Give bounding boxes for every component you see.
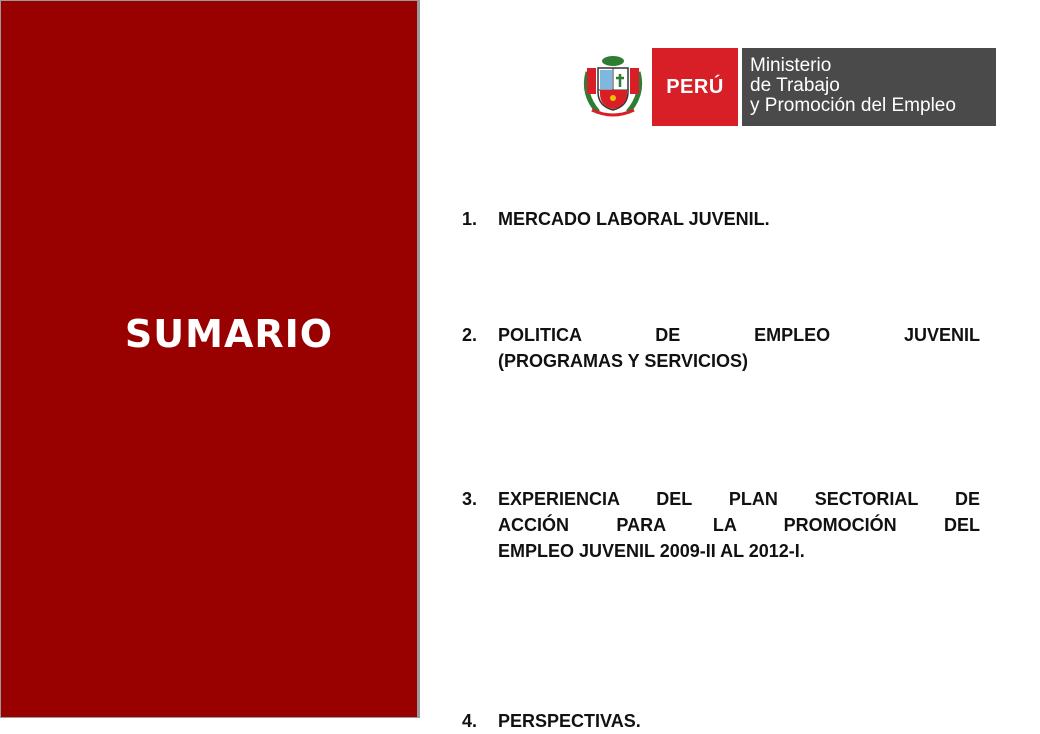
ministry-line-1: Ministerio	[750, 55, 832, 76]
ministry-line-3: y Promoción del Empleo	[750, 95, 956, 116]
agenda-list	[462, 206, 980, 731]
agenda-number: 2.	[462, 325, 478, 345]
agenda-text-line: (PROGRAMAS Y SERVICIOS)	[498, 351, 749, 371]
agenda-text: PERSPECTIVAS.	[498, 711, 641, 731]
agenda-number: 3.	[462, 489, 478, 509]
country-label: PERÚ	[652, 48, 738, 126]
agenda-item-1	[462, 206, 980, 232]
agenda-number: 4.	[462, 711, 478, 731]
agenda-item-2	[462, 322, 980, 374]
title-panel	[0, 0, 420, 718]
agenda-item-4	[462, 708, 980, 734]
agenda-text-line: EXPERIENCIA DEL PLAN SECTORIAL DE	[498, 489, 980, 509]
section-title: SUMARIO	[124, 312, 334, 356]
ministry-line-2: de Trabajo	[750, 75, 840, 96]
ministry-logo	[574, 48, 996, 126]
ministry-name	[742, 48, 996, 126]
agenda-text: MERCADO LABORAL JUVENIL.	[498, 209, 770, 229]
peru-coat-of-arms-icon	[574, 48, 652, 126]
agenda-text-line: ACCIÓN PARA LA PROMOCIÓN DEL	[498, 515, 980, 535]
agenda-text-line: EMPLEO JUVENIL 2009-II AL 2012-I.	[498, 541, 805, 561]
agenda-text-line: POLITICA DE EMPLEO JUVENIL	[498, 325, 980, 345]
agenda-item-3	[462, 486, 980, 564]
agenda-number: 1.	[462, 209, 478, 229]
